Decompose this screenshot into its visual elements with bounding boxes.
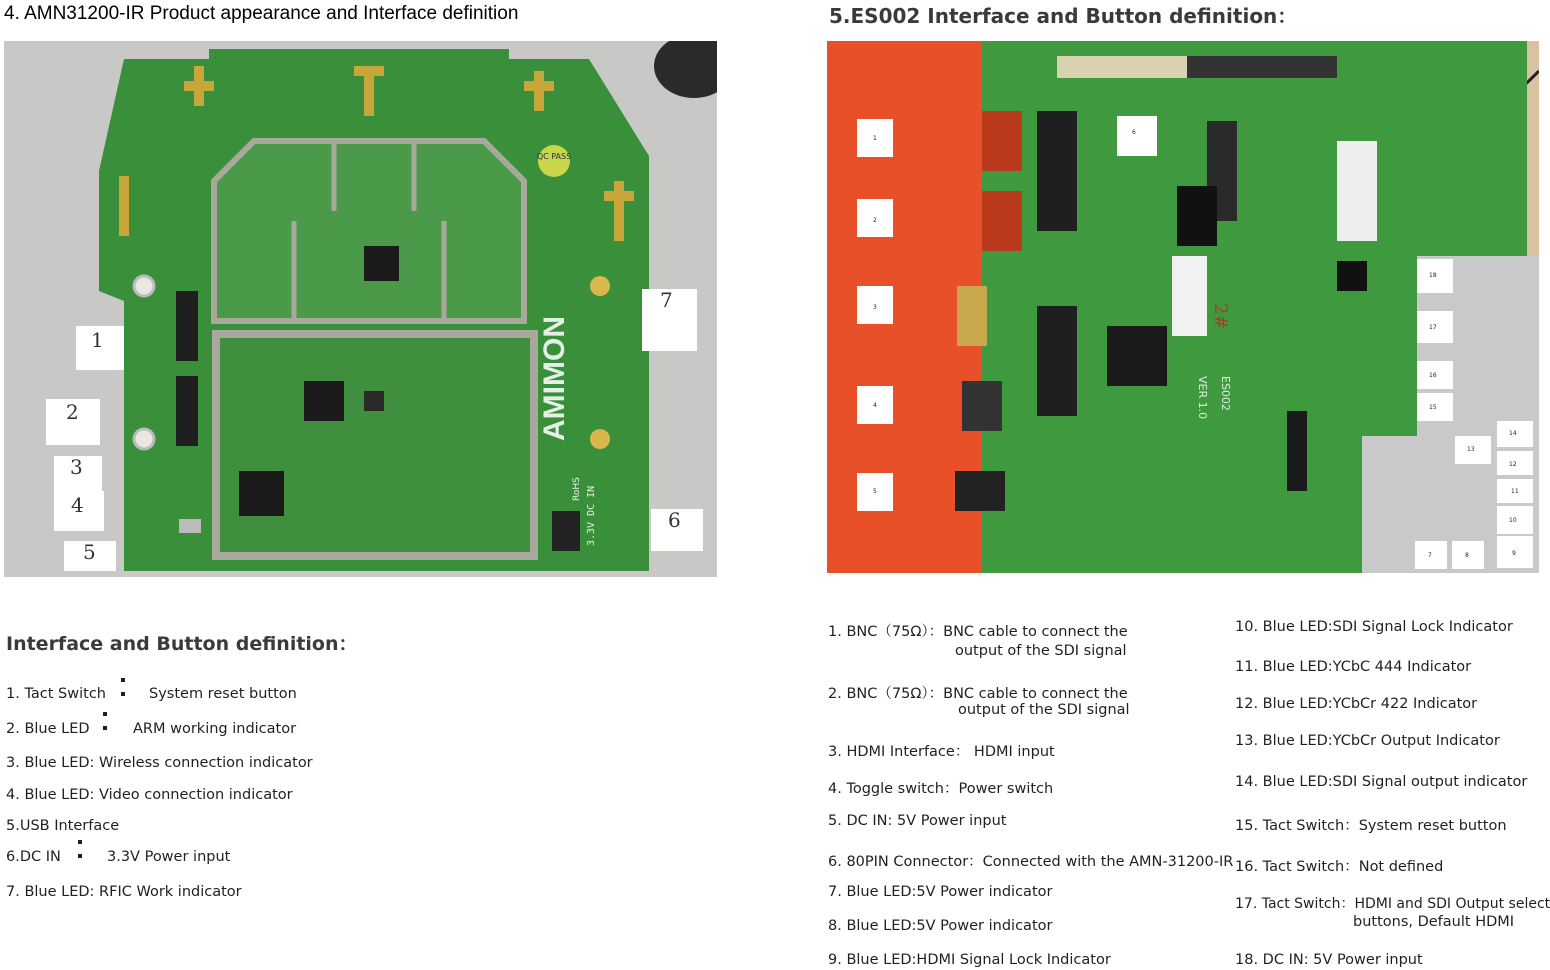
es-item-9: 9. Blue LED:HDMI Signal Lock Indicator: [828, 952, 1111, 968]
left-marker-3: 3: [70, 455, 83, 479]
es-item-2: 2. BNC（75Ω）：BNC cable to connect the: [828, 686, 1128, 702]
silk-model: ES002: [1219, 376, 1232, 411]
item-1-name: 1. Tact Switch: [6, 686, 106, 702]
section-title: Interface and Button definition：: [6, 633, 358, 655]
item-1-desc: System reset button: [149, 686, 297, 702]
right-title: 5.ES002 Interface and Button definition：: [829, 4, 1298, 28]
es-item-3: 3. HDMI Interface： HDMI input: [828, 744, 1055, 760]
right-marker-2: 2: [873, 217, 877, 224]
silk-brand: AMIMON: [538, 316, 571, 441]
right-marker-13: 13: [1467, 446, 1475, 453]
es-item-17-cont: buttons, Default HDMI: [1353, 914, 1515, 930]
right-marker-1: 1: [873, 135, 877, 142]
colon-dots: [78, 840, 82, 868]
es-item-13: 13. Blue LED:YCbCr Output Indicator: [1235, 733, 1500, 749]
left-marker-2: 2: [66, 400, 79, 424]
es-item-11: 11. Blue LED:YCbC 444 Indicator: [1235, 659, 1472, 675]
es-item-5: 5. DC IN: 5V Power input: [828, 813, 1007, 829]
es-item-16: 16. Tact Switch：Not defined: [1235, 859, 1444, 875]
handwritten-note: 2#: [1210, 303, 1231, 330]
es-item-7: 7. Blue LED:5V Power indicator: [828, 884, 1053, 900]
right-marker-11: 11: [1511, 488, 1519, 495]
right-marker-16: 16: [1429, 372, 1437, 379]
left-marker-5: 5: [83, 540, 96, 564]
right-marker-6: 6: [1132, 129, 1136, 136]
right-marker-15: 15: [1429, 404, 1437, 411]
es-item-17: 17. Tact Switch：HDMI and SDI Output select: [1235, 896, 1550, 912]
right-marker-3: 3: [873, 304, 877, 311]
left-marker-7: 7: [660, 288, 673, 312]
es-item-10: 10. Blue LED:SDI Signal Lock Indicator: [1235, 619, 1513, 635]
right-marker-9: 9: [1512, 550, 1516, 557]
item-4: 4. Blue LED: Video connection indicator: [6, 787, 293, 803]
es-item-6: 6. 80PIN Connector：Connected with the AMN-31200-IR: [828, 854, 1234, 870]
item-6-name: 6.DC IN: [6, 849, 61, 865]
right-marker-7: 7: [1428, 552, 1432, 559]
item-3: 3. Blue LED: Wireless connection indicator: [6, 755, 313, 771]
left-marker-4: 4: [71, 493, 84, 517]
right-marker-18: 18: [1429, 272, 1437, 279]
es-item-1: 1. BNC（75Ω）：BNC cable to connect the: [828, 624, 1128, 640]
right-marker-14: 14: [1509, 430, 1517, 437]
es-item-4: 4. Toggle switch：Power switch: [828, 781, 1054, 797]
right-marker-4: 4: [873, 402, 877, 409]
es-item-12: 12. Blue LED:YCbCr 422 Indicator: [1235, 696, 1478, 712]
item-2-name: 2. Blue LED: [6, 721, 90, 737]
amn31200-board-photo: [4, 41, 717, 577]
right-marker-12: 12: [1509, 461, 1517, 468]
right-marker-5: 5: [873, 488, 877, 495]
item-7: 7. Blue LED: RFIC Work indicator: [6, 884, 242, 900]
silk-rohs: RoHS: [572, 477, 582, 501]
left-marker-1: 1: [91, 328, 104, 352]
es-item-18: 18. DC IN: 5V Power input: [1235, 952, 1423, 968]
right-marker-17: 17: [1429, 324, 1437, 331]
item-5: 5.USB Interface: [6, 818, 120, 834]
silk-dc: 3.3V DC IN: [586, 485, 597, 546]
colon-dots: [121, 678, 125, 706]
colon-dots: [103, 712, 107, 740]
left-marker-6: 6: [668, 508, 681, 532]
item-2-desc: ARM working indicator: [133, 721, 297, 737]
right-marker-8: 8: [1465, 552, 1469, 559]
es-item-8: 8. Blue LED:5V Power indicator: [828, 918, 1053, 934]
qc-badge: QC PASS: [536, 152, 572, 161]
es-item-2-cont: output of the SDI signal: [958, 702, 1130, 718]
left-title: 4. AMN31200-IR Product appearance and Interface definition: [4, 3, 519, 24]
item-6-desc: 3.3V Power input: [107, 849, 231, 865]
right-marker-10: 10: [1509, 517, 1517, 524]
es-item-14: 14. Blue LED:SDI Signal output indicator: [1235, 774, 1528, 790]
silk-ver: VER 1.0: [1196, 376, 1209, 420]
es002-board-photo: [827, 41, 1539, 573]
es-item-1-cont: output of the SDI signal: [955, 643, 1127, 659]
es-item-15: 15. Tact Switch：System reset button: [1235, 818, 1507, 834]
